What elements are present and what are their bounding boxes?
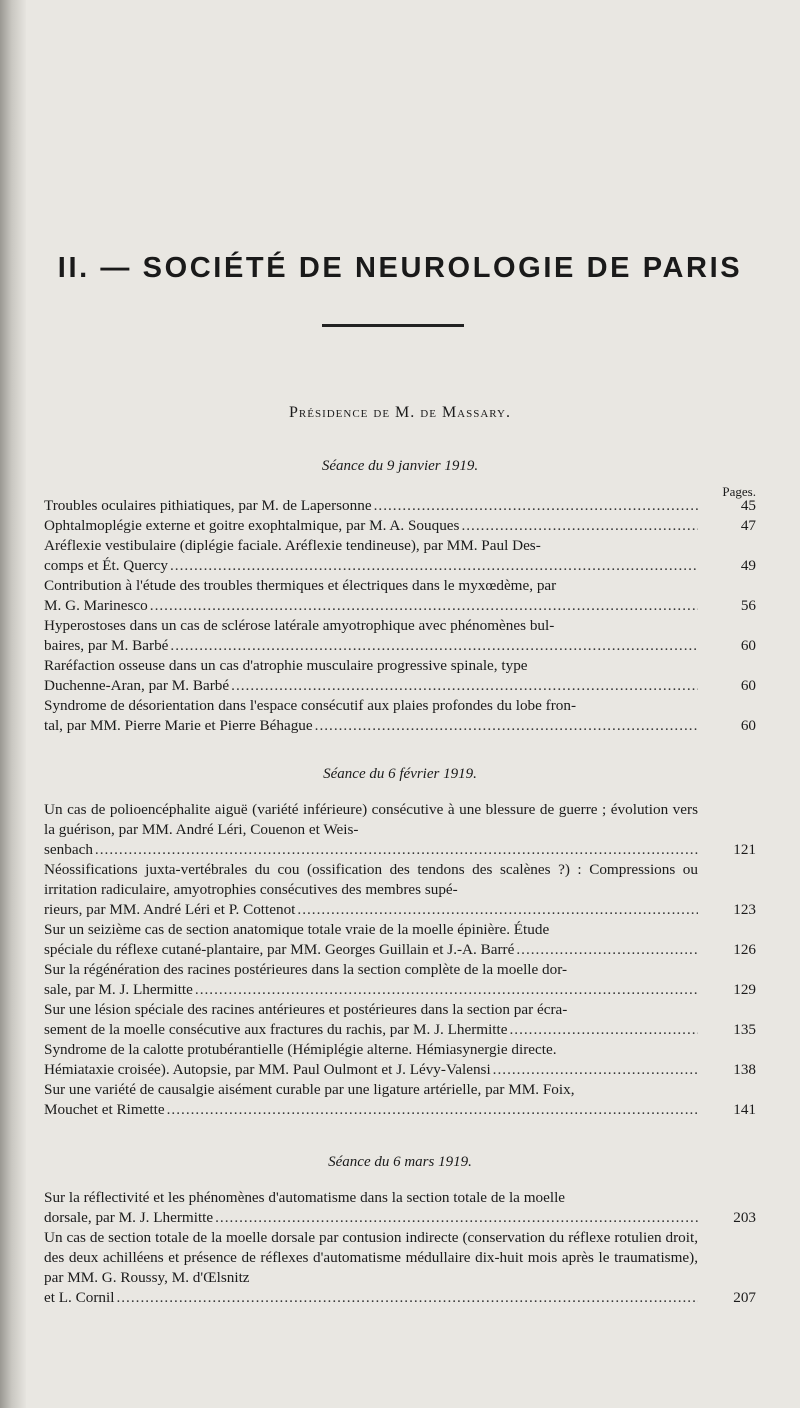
page-number: 123 (733, 901, 756, 918)
pages-column-label: Pages. (722, 484, 756, 499)
session-2-entries (44, 800, 756, 1120)
page-number: 141 (733, 1101, 756, 1118)
entry-tail: Ophtalmoplégie externe et goitre exophtalmique, par M. A. Souques (44, 517, 460, 534)
title-rule (322, 324, 464, 327)
entry-tail: Troubles oculaires pithiatiques, par M. de Lapersonne (44, 497, 372, 514)
page-number: 121 (733, 841, 756, 858)
entry-tail: sement de la moelle consécutive aux fractures du rachis, par M. J. Lhermitte (44, 1021, 508, 1038)
dot-leader (315, 716, 698, 736)
page-number: 207 (733, 1289, 756, 1306)
page-number: 126 (733, 941, 756, 958)
toc-entry (44, 516, 756, 536)
dot-leader (170, 556, 698, 576)
toc-entry: Aréflexie vestibulaire (diplégie faciale. Aréflexie tendineuse), par MM. Paul Des- comps et Ét. Quercy ..... 49 (44, 536, 756, 576)
entry-tail: M. G. Marinesco (44, 597, 148, 614)
toc-entry: Syndrome de la calotte protubérantielle (Hémiplégie alterne. Hémiasynergie directe. Hémiataxie croisée). Autopsie, par MM. Paul Oulmont et J. Lévy-Valensi ..... 138 (44, 1040, 756, 1080)
page-number: 60 (740, 717, 756, 734)
dot-leader (167, 1100, 698, 1120)
toc-entry: Sur la régénération des racines postérieures dans la section complète de la moelle dor- sale, par M. J. Lhermitte ..... 129 (44, 960, 756, 1000)
entry-tail: senbach (44, 841, 93, 858)
page-number: 129 (733, 981, 756, 998)
entry-tail: baires, par M. Barbé (44, 637, 169, 654)
dot-leader (215, 1208, 698, 1228)
session-title-3: Séance du 6 mars 1919. (328, 1154, 472, 1170)
entry-tail: dorsale, par M. J. Lhermitte (44, 1209, 214, 1226)
toc-entry: Sur un seizième cas de section anatomique totale vraie de la moelle épinière. Étude spéciale du réflexe cutané-plantaire, par MM. Georges Guillain et J.-A. Barré ..... 126 (44, 920, 756, 960)
session-title-1: Séance du 9 janvier 1919. (321, 458, 479, 474)
page-number: 56 (740, 597, 756, 614)
presidence-line: Présidence de M. de Massary. (289, 404, 511, 421)
dot-leader (509, 1020, 698, 1040)
page-number: 135 (733, 1021, 756, 1038)
toc-entry: Sur une lésion spéciale des racines antérieures et postérieures dans la section par écra- sement de la moelle consécutive aux fractures du rachis, par M. J. Lhermitte ..... 135 (44, 1000, 756, 1040)
entry-tail: Duchenne-Aran, par M. Barbé (44, 677, 230, 694)
toc-entry: Hyperostoses dans un cas de sclérose latérale amyotrophique avec phénomènes bul- baires, par M. Barbé ..... 60 (44, 616, 756, 656)
entry-tail: sale, par M. J. Lhermitte (44, 981, 193, 998)
dot-leader (170, 636, 698, 656)
toc-entry: Raréfaction osseuse dans un cas d'atrophie musculaire progressive spinale, type Duchenne-Aran, par M. Barbé ..... 60 (44, 656, 756, 696)
toc-entry: Sur la réflectivité et les phénomènes d'automatisme dans la section totale de la moelle dorsale, par M. J. Lhermitte ..... 203 (44, 1188, 756, 1228)
page-number: 60 (740, 677, 756, 694)
toc-entry (44, 496, 756, 516)
page-number: 138 (733, 1061, 756, 1078)
toc-entry: Contribution à l'étude des troubles thermiques et électriques dans le myxœdème, par M. G. Marinesco ..... 56 (44, 576, 756, 616)
toc-entry: Sur une variété de causalgie aisément curable par une ligature artérielle, par MM. Foix, Mouchet et Rimette ..... 141 (44, 1080, 756, 1120)
document-page (44, 0, 756, 1408)
toc-entry: Un cas de polioencéphalite aiguë (variété inférieure) consécutive à une blessure de guerre ; évolution vers la guérison, par MM. André Léri, Couenon et Weis- senbach ..... 121 (44, 800, 756, 860)
dot-leader (150, 596, 698, 616)
toc-entry: Néossifications juxta-vertébrales du cou (ossification des tendons des scalènes ?) : Compressions ou irritation radiculaire, amyotrophies consécutives des membres supé- rieurs, par MM. André Léri et P. Cottenot ..... 123 (44, 860, 756, 920)
toc-entry: Un cas de section totale de la moelle dorsale par contusion indirecte (conservation du réflexe rotulien droit, des deux achilléens et présence de réflexes d'automatisme médullaire dix-huit mois après le traumatisme), par MM. G. Roussy, M. d'Œlsnitz et L. Cornil ..... 207 (44, 1228, 756, 1308)
dot-leader (231, 676, 698, 696)
dot-leader (95, 840, 698, 860)
page-title: II. — SOCIÉTÉ DE NEUROLOGIE DE PARIS (57, 252, 743, 284)
page-number: 60 (740, 637, 756, 654)
entry-tail: et L. Cornil (44, 1289, 115, 1306)
dot-leader (374, 496, 698, 516)
page-number: 47 (740, 517, 756, 534)
session-3-entries (44, 1188, 756, 1308)
dot-leader (493, 1060, 698, 1080)
dot-leader (297, 900, 698, 920)
toc-entry: Syndrome de désorientation dans l'espace consécutif aux plaies profondes du lobe fron- tal, par MM. Pierre Marie et Pierre Béhague ..... 60 (44, 696, 756, 736)
dot-leader (116, 1288, 698, 1308)
entry-tail: Hémiataxie croisée). Autopsie, par MM. Paul Oulmont et J. Lévy-Valensi (44, 1061, 491, 1078)
page-number: 203 (733, 1209, 756, 1226)
dot-leader (195, 980, 698, 1000)
entry-tail: Mouchet et Rimette (44, 1101, 165, 1118)
entry-tail: rieurs, par MM. André Léri et P. Cottenot (44, 901, 296, 918)
entry-tail: comps et Ét. Quercy (44, 557, 168, 574)
session-title-2: Séance du 6 février 1919. (323, 766, 477, 782)
entry-tail: tal, par MM. Pierre Marie et Pierre Béhague (44, 717, 313, 734)
entry-tail: spéciale du réflexe cutané-plantaire, par MM. Georges Guillain et J.-A. Barré (44, 941, 515, 958)
dot-leader (461, 516, 698, 536)
page-number: 45 (740, 497, 756, 514)
page-gutter-shadow (0, 0, 26, 1408)
dot-leader (516, 940, 698, 960)
page-number: 49 (740, 557, 756, 574)
session-1-entries (44, 496, 756, 736)
